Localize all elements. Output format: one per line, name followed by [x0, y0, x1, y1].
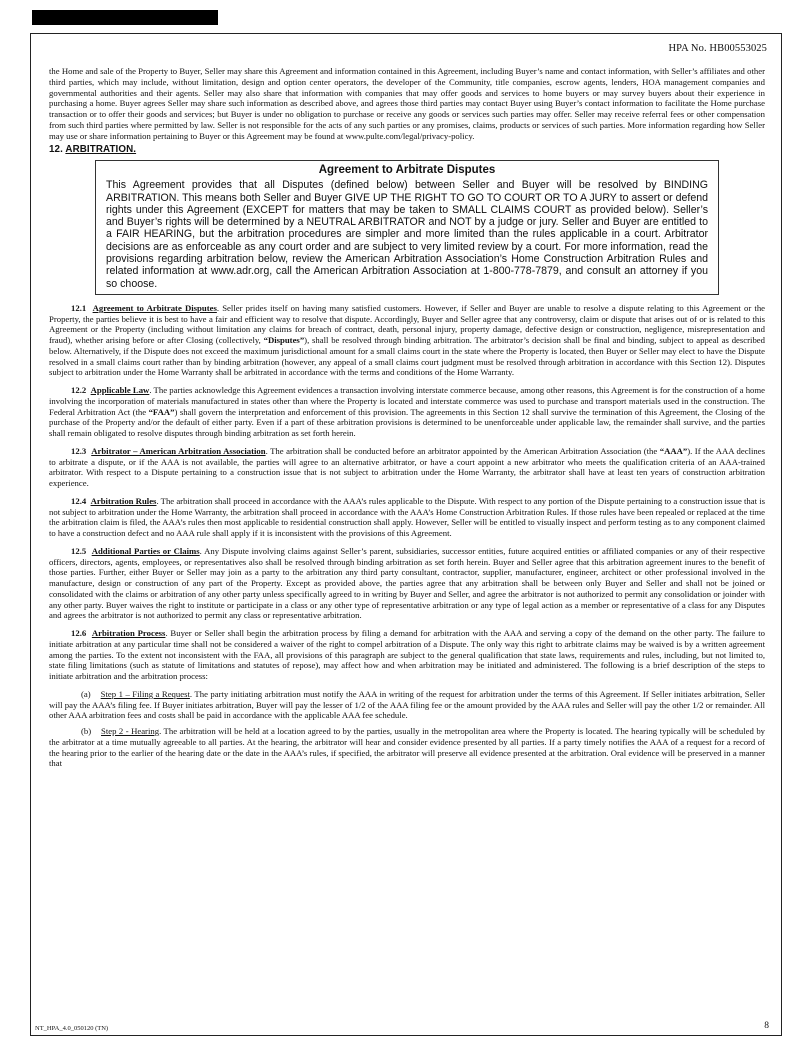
- paragraph-number: 12.1: [71, 302, 87, 313]
- step-text: . The arbitration will be held at a location agreed to by the parties, usually in the metropolitan area where the Property is located. The hearing typically will be scheduled by the arbitrator at a time mutually agreeable to all parties. At the hearing, the arbitrator will hear and consider evidence presented by all parties. If a party timely notifies the AAA of a request for a record of the hearing prior to the earlier of the hearing date or the date in the AAA’s rules, if specified, the arbitrator will preserve all evidence presented at the arbitration. Oral evidence will be preserved in a manner that: [49, 726, 766, 769]
- redaction-bar: [32, 10, 218, 25]
- paragraph-heading: Arbitration Process: [91, 628, 166, 639]
- paragraph-number: 12.3: [71, 445, 87, 456]
- paragraph-text: . The arbitration shall proceed in accordance with the AAA’s rules applicable to the Dispute. With respect to any portion of the Dispute pertaining to a construction issue that is not subject to arbitration under the Home Warranty, the arbitration shall proceed in accordance with the AAA’s Home Construction Arbitration Rules. If those rules have been repealed or replaced at the time the arbitration claim is filed, the AAA’s rules then most applicable to residential construction shall apply. However, Seller will be entitled to visually inspect and perform testing as to any component claimed to have a construction defect and no AAA rule shall apply if it is inconsistent with the provisions of this Agreement.: [49, 495, 766, 539]
- step-text: . The party initiating arbitration must notify the AAA in writing of the request for arbitration under the terms of this Agreement. If Seller initiates arbitration, Seller will pay the AAA’s filing fee. If Buyer initiates arbitration, Buyer will pay the lesser of 1/2 of the AAA filing fee or the amount provided by the AAA rules and Seller will pay the other 1/2 or remainder. All other AAA arbitration fees and costs shall be paid in accordance with the applicable AAA fee schedule.: [49, 688, 765, 721]
- paragraph-12-6: [49, 628, 765, 682]
- paragraph-heading: Agreement to Arbitrate Disputes: [92, 302, 217, 313]
- paragraph-text: . Seller prides itself on having many satisfied customers. However, if Seller and Buyer are unable to resolve a dispute relating to this Agreement or the Property, the parties believe it is best to have a fair and efficient way to resolve that dispute. Accordingly, Buyer and Seller agree that any controversy, claim or dispute that arises out of or is related to this Agreement or the Property (including without limitation any claims for breach of contract, death, personal injury, property damage, defective design or construction, negligence, misrepresentation and fraud), whether arising before or after Closing (collectively,: [49, 302, 766, 346]
- disclosure-box-title: Agreement to Arbitrate Disputes: [318, 164, 496, 176]
- intro-paragraph: the Home and sale of the Property to Buyer, Seller may share this Agreement and information contained in this Agreement, including Buyer’s name and contact information, with Seller’s affiliates and other third parties, which may include, without limitation, design and option center operators, the developer of the Community, title companies, escrow agents, lenders, HOA management companies and governmental authorities and their agents. Seller may also share that information with companies that may offer goods and services to home buyers or may survey buyers about their experience in purchasing a home. Buyer agrees Seller may share such information as described above, and agrees those third parties may contact Buyer using Buyer’s contact information to facilitate the Home purchase transaction or to offer their goods and services; but Buyer is under no obligation to purchase or receive any goods or services such parties may offer. Seller may receive referral fees or other compensation from such third parties where permitted by law. Seller is not responsible for the acts of any such parties or any promises, claims, products or services of such parties. More information regarding how Seller may use or share information pertaining to Buyer or this Agreement may be found at www.pulte.com/legal/privacy-policy.: [49, 66, 765, 141]
- paragraph-number: 12.2: [71, 385, 87, 396]
- paragraph-text: . Any Dispute involving claims against Seller’s parent, subsidiaries, successor entities, future acquired entities or affiliated companies or any of their respective officers, directors, agents, employees, or representatives also shall be resolved through binding arbitration as set forth herein. Buyer and Seller agree that this arbitration agreement inures to the benefit of those parties. Further, either Buyer or Seller may join as a party to the arbitration any third party consultant, contractor, supplier, manufacturer, engineer, architect or other professional involved in the manufacture, design or construction of any part of the Property. Except as provided above, the parties agree that any arbitration shall be between only Buyer and Seller and shall not be joined or consolidated with the claims or arbitration of any other party unless specifically agreed to in writing by Buyer and Seller, and agree the arbitrator is not authorized to permit any consolidation or joinder with any other party. Buyer waives the right to institute or participate in a class or any other type of representative arbitration or any type of legal action as a member or representative of a class for any Disputes and agrees the arbitrator is not authorized to permit any class or representative arbitration.: [49, 545, 766, 621]
- step-b: [49, 726, 765, 769]
- step-label: (b): [81, 726, 92, 737]
- step-title: Step 1 – Filing a Request: [100, 688, 190, 699]
- paragraph-number: 12.4: [71, 495, 87, 506]
- paragraph-text: ), shall be resolved through binding arbitration. The arbitrator’s decision shall be final and binding, subject to appeal as described below. Alternatively, if the Dispute does not exceed the maximum jurisdictional amount for a small claims court in the state where the Property is located, then Buyer or Seller may elect to have the Dispute resolved in a small claims court rather than by binding arbitration (however, any appeal of a small claims court judgment must be resolved through arbitration in accordance with this Section 12). Disputes subject to arbitration under the Home Warranty shall be arbitrated in accordance with the terms and conditions of the Home Warranty.: [49, 335, 765, 378]
- step-title: Step 2 - Hearing: [101, 726, 160, 737]
- paragraph-text: . The parties acknowledge this Agreement evidences a transaction involving interstate commerce because, among other reasons, this Agreement is for the construction of a home involving the incorporation of materials manufactured in states other than where the Property is located and interstate commerce was used to purchase and transport materials used in the construction. The Federal Arbitration Act (the: [49, 385, 765, 417]
- paragraph-12-5: [49, 546, 765, 621]
- paragraph-12-3: [49, 446, 765, 489]
- paragraph-text: ) shall govern the interpretation and enforcement of this provision. The agreements in this Section 12 shall survive the termination of this Agreement, the Closing of the purchase of the Property and/or the default of either party. Even if a part of these arbitration provisions is determined to be unenforceable under applicable law, the remainder shall survive, and the parties shall remain obligated to resolve disputes through binding arbitration as set forth herein.: [49, 406, 765, 439]
- page-number: 8: [764, 1021, 769, 1031]
- disclosure-box-body: This Agreement provides that all Disputes (defined below) between Seller and Buyer will be resolved by BINDING ARBITRATION. This means both Seller and Buyer GIVE UP THE RIGHT TO GO TO COURT OR TO A JURY to assert or defend rights under this Agreement (EXCEPT for matters that may be taken to SMALL CLAIMS COURT as provided below). Seller’s and Buyer’s rights will be determined by a NEUTRAL ARBITRATOR and NOT by a judge or jury. Seller and Buyer are entitled to a FAIR HEARING, but the arbitration procedures are simpler and more limited than the rules applicable in a court. Arbitrator decisions are as enforceable as any court order and are subject to very limited review by a court. For more information, read the provisions regarding arbitration below, review the American Arbitration Association’s Home Construction Arbitration Rules and related information at www.adr.org, call the American Arbitration Association at 1-800-778-7879, and consult an attorney if you so choose.: [106, 179, 708, 290]
- paragraph-12-4: [49, 496, 765, 539]
- section-title: ARBITRATION.: [65, 144, 137, 156]
- paragraph-number: 12.5: [71, 545, 87, 556]
- paragraph-heading: Applicable Law: [90, 385, 150, 396]
- hpa-number: HPA No. HB00553025: [668, 43, 767, 54]
- document-body: [49, 66, 765, 774]
- paragraph-text: . The arbitration shall be conducted before an arbitrator appointed by the American Arbitration Association (the: [265, 445, 660, 456]
- paragraph-text: . Buyer or Seller shall begin the arbitration process by filing a demand for arbitration with the AAA and serving a copy of the demand on the other party. The failure to initiate arbitration at any particular time shall not be considered a waiver of the right to compel arbitration of a Dispute. The only way this right to arbitrate claims may be waived is by a written agreement among the parties. To the extent not inconsistent with the FAA, all provisions of this paragraph are subject to the general qualification that state laws, requirements and rules, including, but not limited to, state filing limitations (such as statute of limitations and statutes of repose), may affect how and when arbitration may be initiated and administered. The following is a brief description of the steps to initiate arbitration and the arbitration process:: [49, 628, 765, 682]
- paragraph-text: ). If the AAA declines to arbitrate a dispute, or if the AAA is not available, the parties will agree to an alternative arbitrator, or have a court appoint a new arbitrator who meets the qualification criteria of an AAA-trained arbitrator. With respect to a Dispute pertaining to a construction issue that is not subject to arbitration under the Home Warranty, the arbitrator shall have at least ten years of construction arbitration experience.: [49, 445, 766, 489]
- arbitration-disclosure-box: [95, 160, 719, 295]
- form-code: NT_HPA_4.0_050120 (TN): [35, 1025, 109, 1032]
- paragraph-heading: Arbitrator – American Arbitration Association: [91, 445, 266, 456]
- section-heading: [49, 145, 765, 156]
- section-number: 12.: [49, 144, 63, 156]
- step-a: [49, 689, 765, 721]
- step-label: (a): [81, 688, 91, 699]
- paragraph-heading: Additional Parties or Claims: [91, 545, 200, 556]
- document-page: [30, 33, 782, 1036]
- paragraph-12-2: [49, 385, 765, 439]
- defined-term: “FAA”: [148, 406, 175, 417]
- paragraph-heading: Arbitration Rules: [90, 495, 157, 506]
- defined-term: “AAA”: [659, 445, 688, 456]
- defined-term: “Disputes”: [263, 335, 305, 346]
- paragraph-12-1: [49, 303, 765, 378]
- paragraph-number: 12.6: [71, 628, 87, 639]
